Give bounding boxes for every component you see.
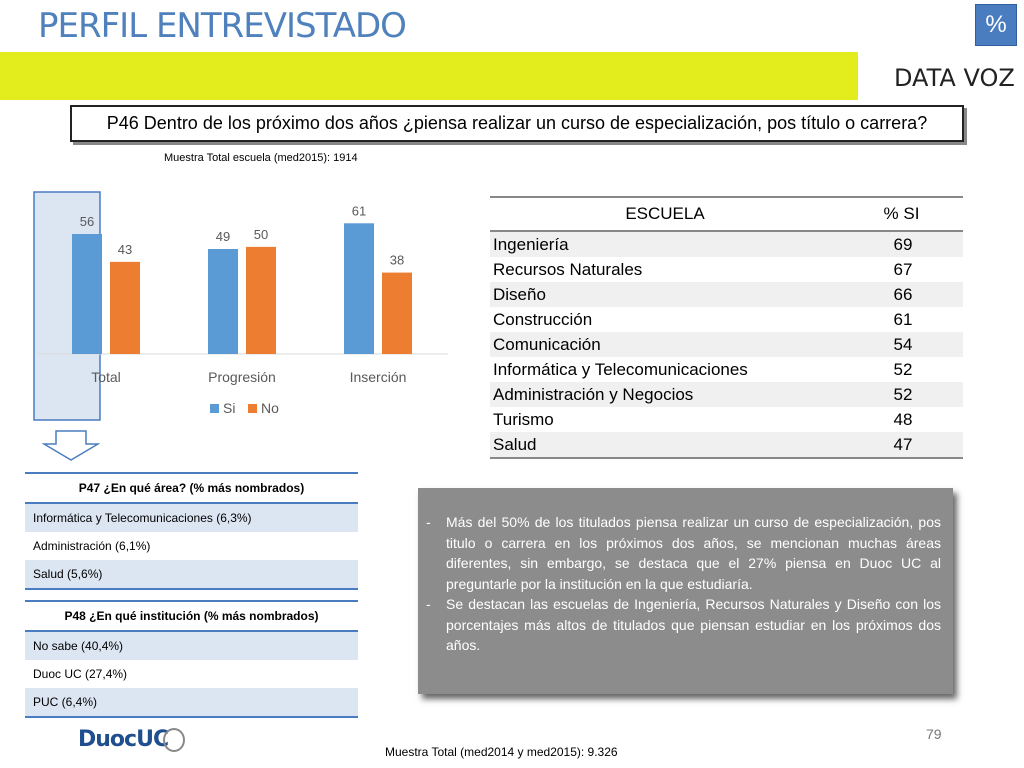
- school-value: 54: [840, 332, 963, 357]
- duoc-seal-icon: [163, 728, 185, 752]
- summary-list: [418, 488, 953, 656]
- page-title: PERFIL ENTREVISTADO: [38, 6, 406, 46]
- category-label: Progresión: [208, 369, 276, 385]
- school-table-header: [490, 197, 963, 231]
- school-value: 52: [893, 359, 913, 379]
- question-box: P46 Dentro de los próximo dos años ¿piensa realizar un curso de especialización, pos título o carrera?: [70, 105, 964, 142]
- p47-title: P47 ¿En qué área? (% más nombrados): [25, 472, 358, 504]
- school-value: 48: [893, 409, 913, 429]
- list-item: PUC (6,4%): [25, 688, 358, 718]
- list-item: No sabe (40,4%): [25, 632, 358, 660]
- table-row: [490, 282, 963, 307]
- table-row: [490, 231, 963, 257]
- category-label: Total: [91, 369, 121, 385]
- school-name: Salud: [490, 432, 840, 458]
- table-row: [490, 307, 963, 332]
- dash-bullet: -: [426, 514, 431, 530]
- percent-badge: %: [975, 4, 1017, 46]
- data-label: 61: [351, 203, 367, 219]
- school-header: ESCUELA: [490, 197, 840, 231]
- summary-item: [426, 512, 941, 594]
- school-name: Informática y Telecomunicaciones: [493, 359, 748, 379]
- duoc-logo-uc: UC: [136, 727, 169, 752]
- sample-note-top: Muestra Total escuela (med2015): 1914: [164, 152, 358, 164]
- legend-swatch-si: [210, 404, 219, 413]
- bar-no: [382, 273, 412, 354]
- p47-table: [25, 472, 358, 590]
- legend-label: No: [261, 400, 279, 416]
- school-name: Construcción: [493, 309, 593, 329]
- legend-label: Si: [223, 400, 236, 416]
- school-name: Diseño: [490, 282, 840, 307]
- school-name: Administración y Negocios: [490, 382, 840, 407]
- list-item: Informática y Telecomunicaciones (6,3%): [25, 504, 358, 532]
- summary-text: Más del 50% de los titulados piensa realizar un curso de especialización, pos titulo o carrera en los próximos dos años, se mencionan muchas áreas diferentes, sin embargo, se destaca que el 27% piensa en Duoc UC al preguntarle por la institución en la que estudiaría.: [446, 514, 941, 592]
- school-value: 67: [893, 259, 913, 279]
- list-item: Salud (5,6%): [25, 560, 358, 590]
- percent-header: % SI: [840, 197, 963, 231]
- logo-text: DATA VOZ: [894, 64, 1015, 92]
- school-table: [490, 196, 963, 459]
- table-row: [490, 257, 963, 282]
- bar-no: [246, 247, 276, 354]
- duoc-logo-text: Duoc: [78, 727, 137, 752]
- table-row: [490, 357, 963, 382]
- p48-table: [25, 600, 358, 718]
- page-number: 79: [926, 726, 942, 742]
- legend-swatch-no: [248, 404, 257, 413]
- summary-text: Se destacan las escuelas de Ingeniería, Recursos Naturales y Diseño con los porcentajes más altos de titulados que piensan estudiar en los próximos dos años.: [446, 596, 941, 653]
- datavoz-logo-mark: [858, 52, 1024, 100]
- school-name: Recursos Naturales: [493, 259, 643, 279]
- category-label: Inserción: [349, 369, 407, 385]
- bar-chart: [30, 190, 460, 430]
- table-row: [490, 432, 963, 458]
- summary-item: [426, 594, 941, 656]
- dash-bullet: -: [426, 596, 431, 612]
- school-value: 47: [840, 432, 963, 458]
- table-row: [490, 382, 963, 407]
- bar-si: [208, 249, 238, 354]
- bar-si: [72, 234, 102, 354]
- p48-title: P48 ¿En qué institución (% más nombrados): [25, 600, 358, 632]
- school-name: Ingeniería: [490, 231, 840, 257]
- summary-box: [418, 488, 953, 694]
- data-label: 50: [253, 226, 269, 242]
- sample-note-bottom: Muestra Total (med2014 y med2015): 9.326: [385, 745, 618, 759]
- down-arrow-icon: [42, 430, 100, 462]
- table-row: [490, 407, 963, 432]
- bar-no: [110, 262, 140, 354]
- data-label: 43: [117, 241, 133, 257]
- data-label: 38: [389, 252, 405, 268]
- datavoz-logo: [858, 52, 1024, 100]
- data-label: 49: [215, 229, 231, 244]
- school-name: Turismo: [493, 409, 554, 429]
- school-name: Comunicación: [490, 332, 840, 357]
- bar-si: [344, 223, 374, 354]
- school-value: 66: [840, 282, 963, 307]
- duoc-logo: [78, 727, 168, 752]
- school-value: 61: [893, 309, 913, 329]
- school-value: 52: [840, 382, 963, 407]
- data-label: 56: [79, 214, 95, 229]
- school-value: 69: [840, 231, 963, 257]
- list-item: Administración (6,1%): [33, 539, 151, 553]
- list-item: Duoc UC (27,4%): [33, 667, 128, 681]
- table-row: [490, 332, 963, 357]
